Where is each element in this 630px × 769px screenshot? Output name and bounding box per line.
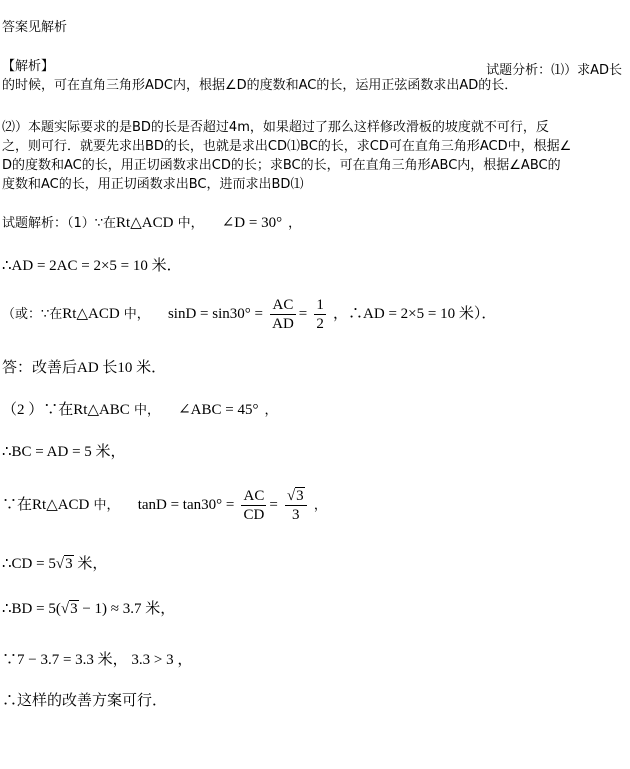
- solution-line3-expr: sinD = sin30° =: [167, 306, 263, 322]
- solution-line1-rt: Rt△ACD: [116, 215, 174, 231]
- fraction-numerator: AC: [243, 488, 265, 504]
- solution-line3-mid: 中，: [119, 307, 150, 322]
- solution-line3-rt: Rt△ACD: [62, 306, 120, 322]
- solution-line5-prefix: （2 ）∵在: [2, 402, 74, 418]
- solution-line7-eq: =: [269, 497, 278, 513]
- analysis-para2-line1: ⑵）本题实际要求的是BD的长是否超过4m，如果超过了那么这样修改滑板的坡度就不可行，反: [2, 120, 549, 135]
- sqrt-radicand: 3: [70, 601, 78, 617]
- solution-line2: ∴AD = 2AC = 2×5 = 10 米．: [2, 258, 182, 274]
- sqrt-radicand: 3: [296, 488, 304, 504]
- solution-line9-prefix: ∴BD = 5(: [2, 601, 61, 617]
- analysis-para2-line2: 之，则可行．就要先求出BD的长，也就是求出CD⑴BC的长，求CD可在直角三角形ACD中，根据∠: [2, 139, 572, 154]
- solution-line8: ∴CD = 5√3 米，: [2, 556, 108, 572]
- sqrt-radicand: 3: [65, 556, 73, 572]
- solution-line7-end: ，: [313, 498, 327, 513]
- solution-line9: ∴BD = 5(√3 − 1) ≈ 3.7 米，: [2, 601, 176, 617]
- solution-line7-mid: 中，: [89, 498, 120, 513]
- solution-line3: [2, 296, 496, 333]
- analysis-hint-right: 试题分析：⑴）求AD长: [486, 63, 622, 78]
- solution-line7: [2, 487, 327, 524]
- fraction-numerator: 1: [316, 297, 324, 313]
- solution-line1-prefix: 试题解析：（1）∵在: [2, 216, 117, 231]
- solution-line1: [2, 215, 301, 232]
- fraction-denominator: CD: [243, 507, 265, 523]
- analysis-para2-line3: D的度数和AC的长，用正切函数求出CD的长；求BC的长，可在直角三角形ABC内，根据∠ABC的: [2, 158, 561, 173]
- solution-line1-end: ，: [288, 216, 302, 231]
- answer-heading: 答案见解析: [2, 20, 68, 35]
- solution-line5-rt: Rt△ABC: [73, 402, 130, 418]
- solution-line7-expr: tanD = tan30° =: [137, 497, 235, 513]
- solution-line10: ∵7 − 3.7 = 3.3 米， 3.3 > 3 ，: [2, 652, 193, 668]
- solution-line7-fraction-sqrt3-3: [285, 487, 307, 524]
- solution-line5-mid: 中，: [129, 403, 160, 418]
- fraction-numerator: √3: [285, 487, 307, 506]
- analysis-hint-line2: 的时候，可在直角三角形ADC内，根据∠D的度数和AC的长，运用正弦函数求出AD的长．: [2, 78, 518, 93]
- analysis-tag: 【解析】: [2, 59, 55, 74]
- solution-line5: [2, 402, 278, 419]
- answer-line: 答：改善后AD 长10 米．: [2, 360, 167, 376]
- solution-line8-end: 米，: [73, 556, 108, 572]
- analysis-para2-line4: 度数和AC的长，用正切函数求出BC，进而求出BD⑴: [2, 177, 304, 192]
- solution-line3-eq: =: [298, 306, 308, 322]
- solution-line3-fraction-half: [314, 296, 326, 333]
- fraction-numerator: AC: [270, 296, 296, 315]
- solution-line7-prefix: ∵在: [2, 497, 33, 513]
- solution-line5-angle: ∠ABC = 45°: [178, 402, 259, 418]
- solution-line3-tail: ，∴AD = 2×5 = 10 米）．: [333, 306, 497, 322]
- solution-line5-end: ，: [264, 403, 278, 418]
- solution-line11: ∴这样的改善方案可行．: [2, 693, 168, 709]
- solution-line9-tail: − 1) ≈ 3.7 米，: [78, 601, 176, 617]
- solution-line3-prefix: （或：∵在: [2, 307, 63, 322]
- solution-line1-mid: 中，: [173, 216, 204, 231]
- solution-line7-rt: Rt△ACD: [32, 497, 90, 513]
- solution-line8-prefix: ∴CD = 5: [2, 556, 56, 572]
- solution-line3-fraction-ac-ad: [270, 296, 296, 333]
- fraction-denominator: AD: [272, 316, 294, 332]
- solution-line6: ∴BC = AD = 5 米，: [2, 444, 126, 460]
- fraction-denominator: 3: [292, 507, 300, 523]
- solution-line7-fraction-ac-cd: [241, 487, 266, 524]
- fraction-denominator: 2: [316, 316, 324, 332]
- solution-line1-angle: ∠D = 30°: [221, 215, 283, 231]
